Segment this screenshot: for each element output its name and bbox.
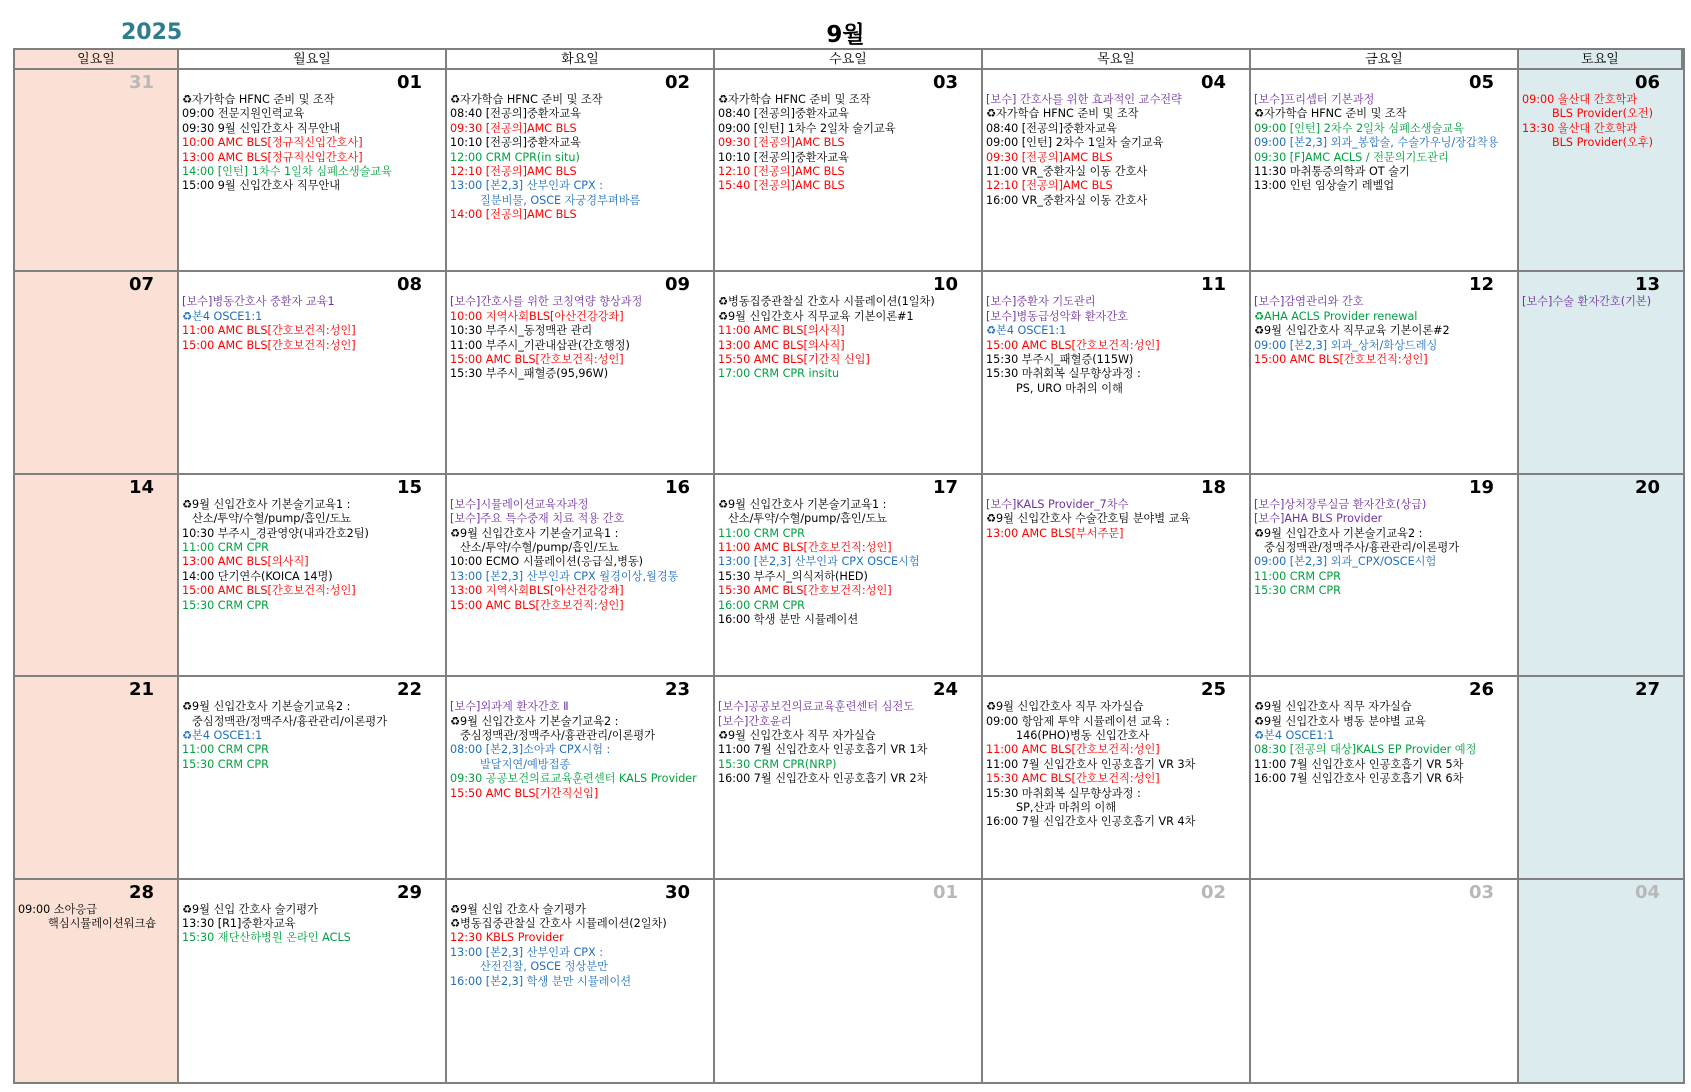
calendar-event[interactable]: 15:30 AMC BLS[간호보건직:성인] xyxy=(718,584,892,598)
day-cell[interactable] xyxy=(447,475,715,677)
day-number: 16 xyxy=(664,476,690,498)
day-number: 04 xyxy=(1634,881,1660,903)
calendar-event[interactable]: 08:00 [본2,3]소아과 CPX시험 : xyxy=(450,743,611,757)
day-cell[interactable] xyxy=(983,677,1251,879)
calendar-event[interactable]: 10:10 [전공의]중환자교육 xyxy=(718,150,849,164)
calendar-event[interactable]: ♻9월 신입간호사 기본술기교육2 : xyxy=(182,700,351,714)
day-cell[interactable] xyxy=(983,880,1251,1082)
calendar-event[interactable]: ♻본4 OSCE1:1 xyxy=(182,729,263,742)
calendar-event[interactable]: ♻9월 신입간호사 직무교육 기본이론#1 xyxy=(718,309,914,323)
calendar-event[interactable]: 중심정맥관/정맥주사/흉관관리/이론평가 xyxy=(1264,541,1460,555)
year-label: 2025 xyxy=(121,20,183,45)
calendar-event[interactable]: 산전진찰, OSCE 정상분만 xyxy=(480,960,608,974)
day-cell[interactable] xyxy=(447,272,715,474)
calendar-event[interactable]: 12:10 [전공의]AMC BLS xyxy=(986,179,1113,193)
calendar-event[interactable]: 15:30 마취회복 실무향상과정 : xyxy=(986,786,1141,800)
calendar-event[interactable]: [보수]간호사를 위한 코칭역량 향상과정 xyxy=(450,295,643,309)
calendar-event[interactable]: [보수]병동급성악화 환자간호 xyxy=(986,309,1128,323)
day-cell[interactable] xyxy=(1519,880,1683,1082)
calendar-event[interactable]: 09:00 항암제 투약 시뮬레이션 교육 : xyxy=(986,714,1170,728)
calendar-event[interactable]: 질분비물, OSCE 자궁경부펴바름 xyxy=(480,193,641,207)
calendar-event[interactable]: ♻9월 신입간호사 직무 자가실습 xyxy=(986,700,1144,714)
day-number: 10 xyxy=(932,274,958,296)
calendar-event[interactable]: [보수]병동간호사 중환자 교육1 xyxy=(182,295,335,309)
day-number: 25 xyxy=(1200,679,1226,701)
day-number: 26 xyxy=(1468,679,1494,701)
day-cell[interactable] xyxy=(715,475,983,677)
day-cell[interactable] xyxy=(15,272,179,474)
day-cell[interactable] xyxy=(1519,475,1683,677)
calendar-event[interactable]: 10:00 지역사회BLS[아산건강강좌] xyxy=(450,309,624,323)
calendar-event[interactable]: PS, URO 마취의 이해 xyxy=(1016,381,1123,395)
calendar-event[interactable]: 12:00 CRM CPR(in situ) xyxy=(450,150,580,164)
day-number: 05 xyxy=(1468,72,1494,93)
calendar-event[interactable]: [보수]수술 환자간호(기본) xyxy=(1522,295,1652,309)
day-number: 01 xyxy=(396,72,422,93)
calendar-event[interactable]: 13:00 지역사회BLS[아산건강강좌] xyxy=(450,584,624,598)
calendar-event[interactable]: 15:30 AMC BLS[간호보건직:성인] xyxy=(986,772,1160,786)
calendar-event[interactable]: 13:00 [본2,3] 산부인과 CPX 월경이상,월경통 xyxy=(450,569,679,583)
calendar-event[interactable]: 13:00 AMC BLS[의사직] xyxy=(718,338,845,352)
calendar-event[interactable]: [보수]AHA BLS Provider xyxy=(1254,512,1383,526)
calendar-event[interactable]: 11:00 CRM CPR xyxy=(182,743,269,757)
calendar-event[interactable]: 15:00 9월 신입간호사 직무안내 xyxy=(182,179,341,193)
day-number: 30 xyxy=(664,881,690,903)
day-cell[interactable] xyxy=(715,272,983,474)
day-number: 27 xyxy=(1634,679,1660,701)
calendar-event[interactable]: 15:00 AMC BLS[간호보건직:성인] xyxy=(986,338,1160,352)
day-cell[interactable] xyxy=(1251,475,1519,677)
calendar-event[interactable]: [보수]외과계 환자간호 Ⅱ xyxy=(450,700,569,714)
calendar-event[interactable]: [보수]중환자 기도관리 xyxy=(986,295,1096,309)
calendar-event[interactable]: 15:00 AMC BLS[간호보건직:성인] xyxy=(182,584,356,598)
calendar-grid xyxy=(13,48,1685,1084)
calendar-event[interactable]: [보수]상처장루실금 환자간호(상급) xyxy=(1254,497,1427,511)
calendar-event[interactable]: 11:00 VR_중환자실 이동 간호사 xyxy=(986,165,1148,179)
calendar-event[interactable]: 09:00 [인턴] 2차수 1일차 술기교육 xyxy=(986,136,1164,150)
day-number: 17 xyxy=(932,476,958,498)
calendar-event[interactable]: [보수]감염관리와 간호 xyxy=(1254,295,1364,309)
calendar-event[interactable]: 146(PHO)병동 신입간호사 xyxy=(1016,729,1150,742)
calendar-event[interactable]: ♻9월 신입간호사 병동 분야별 교육 xyxy=(1254,714,1426,728)
day-number: 22 xyxy=(396,679,422,701)
calendar-event[interactable]: 11:00 CRM CPR xyxy=(182,541,269,555)
day-number: 09 xyxy=(664,274,690,296)
day-number: 24 xyxy=(932,679,958,701)
calendar-event[interactable]: 12:10 [전공의]AMC BLS xyxy=(450,165,577,179)
calendar-event[interactable]: 12:30 KBLS Provider xyxy=(450,931,564,945)
calendar-event[interactable]: [보수]주요 특수중재 치료 적용 간호 xyxy=(450,512,625,526)
calendar-event[interactable]: 11:00 7월 신입간호사 인공호흡기 VR 3차 xyxy=(986,757,1196,771)
calendar-event[interactable]: 14:00 [전공의]AMC BLS xyxy=(450,208,577,222)
day-cell[interactable] xyxy=(1519,272,1683,474)
calendar-event[interactable]: ♻본4 OSCE1:1 xyxy=(986,324,1067,338)
calendar-event[interactable]: 17:00 CRM CPR insitu xyxy=(718,367,840,381)
calendar-event[interactable]: 15:50 AMC BLS[기간직 신입] xyxy=(718,353,870,367)
calendar-event[interactable]: 13:00 AMC BLS[부서주문] xyxy=(986,526,1124,540)
weekday-header-thursday: 목요일 xyxy=(983,50,1251,70)
calendar-event[interactable]: 11:00 AMC BLS[간호보건직:성인] xyxy=(718,541,892,555)
weekday-header-saturday: 토요일 xyxy=(1519,50,1683,70)
calendar-event[interactable]: 중심정맥관/정맥주사/흉관관리/이론평가 xyxy=(192,714,388,728)
calendar-event[interactable]: ♻9월 신입 간호사 술기평가 xyxy=(450,902,586,916)
calendar-event[interactable]: 09:00 [본2,3] 외과_봉합술, 수술가우닝/장갑착용 xyxy=(1254,136,1499,150)
calendar-event[interactable]: 11:00 7월 신입간호사 인공호흡기 VR 1차 xyxy=(718,743,928,757)
calendar-event[interactable]: 15:30 CRM CPR(NRP) xyxy=(718,757,837,771)
day-number: 19 xyxy=(1468,476,1494,498)
calendar-event[interactable]: ♻자가학습 HFNC 준비 및 조작 xyxy=(450,93,603,106)
calendar-event[interactable]: 16:00 학생 분만 시뮬레이션 xyxy=(718,613,859,627)
day-number: 21 xyxy=(128,679,154,701)
calendar-event[interactable]: ♻9월 신입간호사 기본술기교육1 : xyxy=(450,526,619,540)
calendar-event[interactable]: 10:30 부주시_경관영양(내과간호2팀) xyxy=(182,526,369,540)
day-number: 07 xyxy=(128,274,154,296)
calendar-event[interactable]: ♻자가학습 HFNC 준비 및 조작 xyxy=(1254,107,1407,121)
weekday-header-monday: 월요일 xyxy=(179,50,447,70)
weekday-header-tuesday: 화요일 xyxy=(447,50,715,70)
calendar-event[interactable]: ♻9월 신입간호사 기본술기교육2 : xyxy=(1254,526,1423,540)
calendar-event[interactable]: ♻병동집중관찰실 간호사 시뮬레이션(1일차) xyxy=(718,295,935,309)
calendar-event[interactable]: 16:00 7월 신입간호사 인공호흡기 VR 4차 xyxy=(986,815,1196,829)
day-cell[interactable] xyxy=(1519,70,1683,272)
day-cell[interactable] xyxy=(15,677,179,879)
day-number: 04 xyxy=(1200,72,1226,93)
day-number: 08 xyxy=(396,274,422,296)
calendar-event[interactable]: 핵심시뮬레이션워크숍 xyxy=(48,917,157,930)
calendar-event[interactable]: 11:00 AMC BLS[간호보건직:성인] xyxy=(182,324,356,338)
calendar-event[interactable]: 09:00 [인턴] 2차수 2일차 심폐소생술교육 xyxy=(1254,121,1464,135)
day-number: 01 xyxy=(932,881,958,903)
calendar-event[interactable]: 09:30 [F]AMC ACLS / 전문의기도관리 xyxy=(1254,150,1449,164)
calendar-event[interactable]: 09:00 [인턴] 1차수 2일차 술기교육 xyxy=(718,121,896,135)
day-number: 14 xyxy=(128,476,154,498)
calendar-event[interactable]: 16:00 [본2,3] 학생 분만 시뮬레이션 xyxy=(450,974,632,988)
calendar-event[interactable]: [보수]간호윤리 xyxy=(718,714,792,728)
day-cell[interactable] xyxy=(447,677,715,879)
day-number: 15 xyxy=(396,476,422,498)
calendar-event[interactable]: 08:40 [전공의]중환자교육 xyxy=(986,121,1117,135)
calendar-event[interactable]: 09:30 9월 신입간호사 직무안내 xyxy=(182,121,341,135)
calendar-event[interactable]: 09:00 소아응급 xyxy=(18,902,98,916)
calendar-event[interactable]: 09:00 [본2,3] 외과_상처/화상드레싱 xyxy=(1254,338,1438,352)
calendar-event[interactable]: ♻9월 신입 간호사 술기평가 xyxy=(182,902,318,916)
calendar-event[interactable]: [보수] 간호사를 위한 효과적인 교수전략 xyxy=(986,93,1182,106)
weekday-header-sunday: 일요일 xyxy=(15,50,179,70)
day-cell[interactable] xyxy=(1251,677,1519,879)
day-number: 03 xyxy=(932,72,958,93)
calendar-event[interactable]: 15:00 AMC BLS[간호보건직:성인] xyxy=(450,353,624,367)
calendar-event[interactable]: 13:00 AMC BLS[의사직] xyxy=(182,555,309,569)
day-cell[interactable] xyxy=(15,475,179,677)
calendar-event[interactable]: 16:00 VR_중환자실 이동 간호사 xyxy=(986,193,1148,207)
day-cell[interactable] xyxy=(15,70,179,272)
calendar-event[interactable]: ♻9월 신입간호사 수술간호팀 분야별 교육 xyxy=(986,512,1191,526)
month-title: 9월 xyxy=(826,22,865,48)
day-cell[interactable] xyxy=(983,272,1251,474)
calendar-event[interactable]: 16:00 7월 신입간호사 인공호흡기 VR 6차 xyxy=(1254,772,1464,786)
calendar-event[interactable]: 15:40 [전공의]AMC BLS xyxy=(718,179,845,193)
calendar-event[interactable]: 14:00 [인턴] 1차수 1일차 심폐소생술교육 xyxy=(182,165,392,179)
calendar-event[interactable]: 11:00 CRM CPR xyxy=(1254,569,1341,583)
calendar-event[interactable]: ♻자가학습 HFNC 준비 및 조작 xyxy=(182,93,335,106)
calendar-event[interactable]: 10:00 ECMO 시뮬레이션(응급실,병동) xyxy=(450,555,644,569)
calendar-event[interactable]: 09:00 [본2,3] 외과_CPX/OSCE시험 xyxy=(1254,555,1437,569)
day-cell[interactable] xyxy=(179,677,447,879)
calendar-event[interactable]: 13:30 [R1]중환자교육 xyxy=(182,917,296,930)
calendar-event[interactable]: 14:00 단기연수(KOICA 14명) xyxy=(182,569,333,583)
calendar-event[interactable]: [보수]시뮬레이션교육자과정 xyxy=(450,497,589,511)
day-cell[interactable] xyxy=(15,880,179,1082)
day-cell[interactable] xyxy=(715,677,983,879)
calendar-event[interactable]: 15:30 재단산하병원 온라인 ACLS xyxy=(182,931,351,945)
calendar-event[interactable]: ♻자가학습 HFNC 준비 및 조작 xyxy=(718,93,871,106)
weekday-header-friday: 금요일 xyxy=(1251,50,1519,70)
calendar-event[interactable]: 중심정맥관/정맥주사/흉관관리/이론평가 xyxy=(460,729,656,742)
day-number: 12 xyxy=(1468,274,1494,296)
day-number: 11 xyxy=(1200,274,1226,296)
calendar-event[interactable]: 11:00 부주시_기관내삽관(간호행정) xyxy=(450,338,630,352)
calendar-event[interactable]: ♻9월 신입간호사 기본술기교육1 : xyxy=(182,497,351,511)
calendar-event[interactable]: 11:30 마취통증의학과 OT 술기 xyxy=(1254,165,1410,179)
weekday-header-wednesday: 수요일 xyxy=(715,50,983,70)
calendar-event[interactable]: ♻9월 신입간호사 직무 자가실습 xyxy=(1254,700,1412,714)
calendar-event[interactable]: 13:00 AMC BLS[정규직신입간호사] xyxy=(182,150,363,164)
day-cell[interactable] xyxy=(179,70,447,272)
day-cell[interactable] xyxy=(447,880,715,1082)
calendar-event[interactable]: 08:30 [전공의 대상]KALS EP Provider 예정 xyxy=(1254,743,1477,757)
day-number: 23 xyxy=(664,679,690,701)
calendar-event[interactable]: 15:00 AMC BLS[간호보건직:성인] xyxy=(450,598,624,612)
calendar-event[interactable]: 13:00 인턴 임상술기 레벨업 xyxy=(1254,179,1395,193)
day-number: 03 xyxy=(1468,881,1494,903)
calendar-event[interactable]: 12:10 [전공의]AMC BLS xyxy=(718,165,845,179)
day-cell[interactable] xyxy=(1251,880,1519,1082)
day-number: 31 xyxy=(128,72,154,93)
calendar-event[interactable]: 08:40 [전공의]중환자교육 xyxy=(450,107,581,121)
day-number: 13 xyxy=(1634,274,1660,296)
calendar-event[interactable]: 08:40 [전공의]중환자교육 xyxy=(718,107,849,121)
calendar-event[interactable]: 09:30 [전공의]AMC BLS xyxy=(986,150,1113,164)
calendar-event[interactable]: 09:00 전문지원인력교육 xyxy=(182,107,305,121)
day-cell[interactable] xyxy=(179,475,447,677)
calendar-event[interactable]: 09:30 [전공의]AMC BLS xyxy=(450,121,577,135)
calendar-event[interactable]: 산소/투약/수혈/pump/흡인/도뇨 xyxy=(728,512,888,526)
calendar-event[interactable]: ♻AHA ACLS Provider renewal xyxy=(1254,309,1418,323)
calendar-event[interactable]: [보수]프리셉터 기본과정 xyxy=(1254,93,1375,106)
calendar-event[interactable]: 발달지연/예방접종 xyxy=(480,757,571,771)
day-number: 02 xyxy=(1200,881,1226,903)
calendar-event[interactable]: 15:00 AMC BLS[간호보건직:성인] xyxy=(182,338,356,352)
calendar-event[interactable]: 13:00 [본2,3] 산부인과 CPX : xyxy=(450,945,604,959)
calendar-event[interactable]: 10:10 [전공의]중환자교육 xyxy=(450,136,581,150)
calendar-event[interactable]: ♻자가학습 HFNC 준비 및 조작 xyxy=(986,107,1139,121)
calendar-event[interactable]: 15:30 부주시_의식저하(HED) xyxy=(718,569,868,583)
day-number: 02 xyxy=(664,72,690,93)
day-number: 06 xyxy=(1634,72,1660,93)
calendar-event[interactable]: 16:00 CRM CPR xyxy=(718,598,805,612)
calendar-event[interactable]: 13:00 [본2,3] 산부인과 CPX : xyxy=(450,179,604,193)
calendar-event[interactable]: 15:30 CRM CPR xyxy=(1254,584,1341,598)
calendar-event[interactable]: 13:00 [본2,3] 산부인과 CPX OSCE시험 xyxy=(718,555,920,569)
day-number: 29 xyxy=(396,881,422,903)
day-cell[interactable] xyxy=(1251,272,1519,474)
day-cell[interactable] xyxy=(1519,677,1683,879)
calendar-event[interactable]: ♻9월 신입간호사 기본술기교육2 : xyxy=(450,714,619,728)
calendar-event[interactable]: 16:00 7월 신입간호사 인공호흡기 VR 2차 xyxy=(718,772,928,786)
day-cell[interactable] xyxy=(447,70,715,272)
calendar-event[interactable]: 15:50 AMC BLS[기간직신입] xyxy=(450,786,599,800)
calendar-event[interactable]: ♻본4 OSCE1:1 xyxy=(1254,729,1335,742)
calendar-event[interactable]: ♻9월 신입간호사 기본술기교육1 : xyxy=(718,497,887,511)
day-number: 18 xyxy=(1200,476,1226,498)
calendar-event[interactable]: 09:30 [전공의]AMC BLS xyxy=(718,136,845,150)
calendar-event[interactable]: 15:30 부주시_패혈증(115W) xyxy=(986,353,1134,367)
calendar-event[interactable]: ♻9월 신입간호사 직무교육 기본이론#2 xyxy=(1254,324,1450,338)
calendar-event[interactable]: 13:30 울산대 간호학과 xyxy=(1522,121,1638,135)
calendar-event[interactable]: 산소/투약/수혈/pump/흡인/도뇨 xyxy=(460,541,620,555)
calendar-event[interactable]: BLS Provider(오전) xyxy=(1552,107,1653,121)
calendar-event[interactable]: [보수]KALS Provider_7차수 xyxy=(986,497,1129,511)
day-cell[interactable] xyxy=(1251,70,1519,272)
calendar-event[interactable]: ♻본4 OSCE1:1 xyxy=(182,309,263,323)
calendar-event[interactable]: SP,산과 마취의 이해 xyxy=(1016,801,1117,815)
calendar-event[interactable]: 산소/투약/수혈/pump/흡인/도뇨 xyxy=(192,512,352,526)
day-cell[interactable] xyxy=(715,70,983,272)
calendar-event[interactable]: 11:00 7월 신입간호사 인공호흡기 VR 5차 xyxy=(1254,757,1464,771)
day-cell[interactable] xyxy=(179,880,447,1082)
calendar-event[interactable]: 15:30 CRM CPR xyxy=(182,598,269,612)
day-number: 28 xyxy=(128,881,154,903)
calendar-event[interactable]: 15:30 마취회복 실무향상과정 : xyxy=(986,367,1141,381)
calendar-event[interactable]: 10:00 AMC BLS[정규직신입간호사] xyxy=(182,136,363,150)
calendar-event[interactable]: BLS Provider(오후) xyxy=(1552,136,1653,150)
day-cell[interactable] xyxy=(179,272,447,474)
calendar-event[interactable]: [보수]공공보건의료교육훈련센터 심전도 xyxy=(718,700,915,714)
day-cell[interactable] xyxy=(983,475,1251,677)
calendar-event[interactable]: ♻병동집중관찰실 간호사 시뮬레이션(2일차) xyxy=(450,917,667,930)
calendar-event[interactable]: 15:30 CRM CPR xyxy=(182,757,269,771)
calendar-event[interactable]: 11:00 AMC BLS[의사직] xyxy=(718,324,845,338)
day-number: 20 xyxy=(1634,476,1660,498)
calendar-event[interactable]: 15:30 부주시_패혈증(95,96W) xyxy=(450,367,609,381)
calendar-event[interactable]: ♻9월 신입간호사 직무 자가실습 xyxy=(718,729,876,742)
calendar-event[interactable]: 09:30 공공보건의료교육훈련센터 KALS Provider xyxy=(450,772,697,786)
day-cell[interactable] xyxy=(983,70,1251,272)
calendar-event[interactable]: 15:00 AMC BLS[간호보건직:성인] xyxy=(1254,353,1428,367)
calendar-event[interactable]: 09:00 울산대 간호학과 xyxy=(1522,93,1638,106)
calendar-event[interactable]: 10:30 부주시_동정맥관 관리 xyxy=(450,324,593,338)
calendar-event[interactable]: 11:00 CRM CPR xyxy=(718,526,805,540)
day-cell[interactable] xyxy=(715,880,983,1082)
calendar-event[interactable]: 11:00 AMC BLS[간호보건직:성인] xyxy=(986,743,1160,757)
